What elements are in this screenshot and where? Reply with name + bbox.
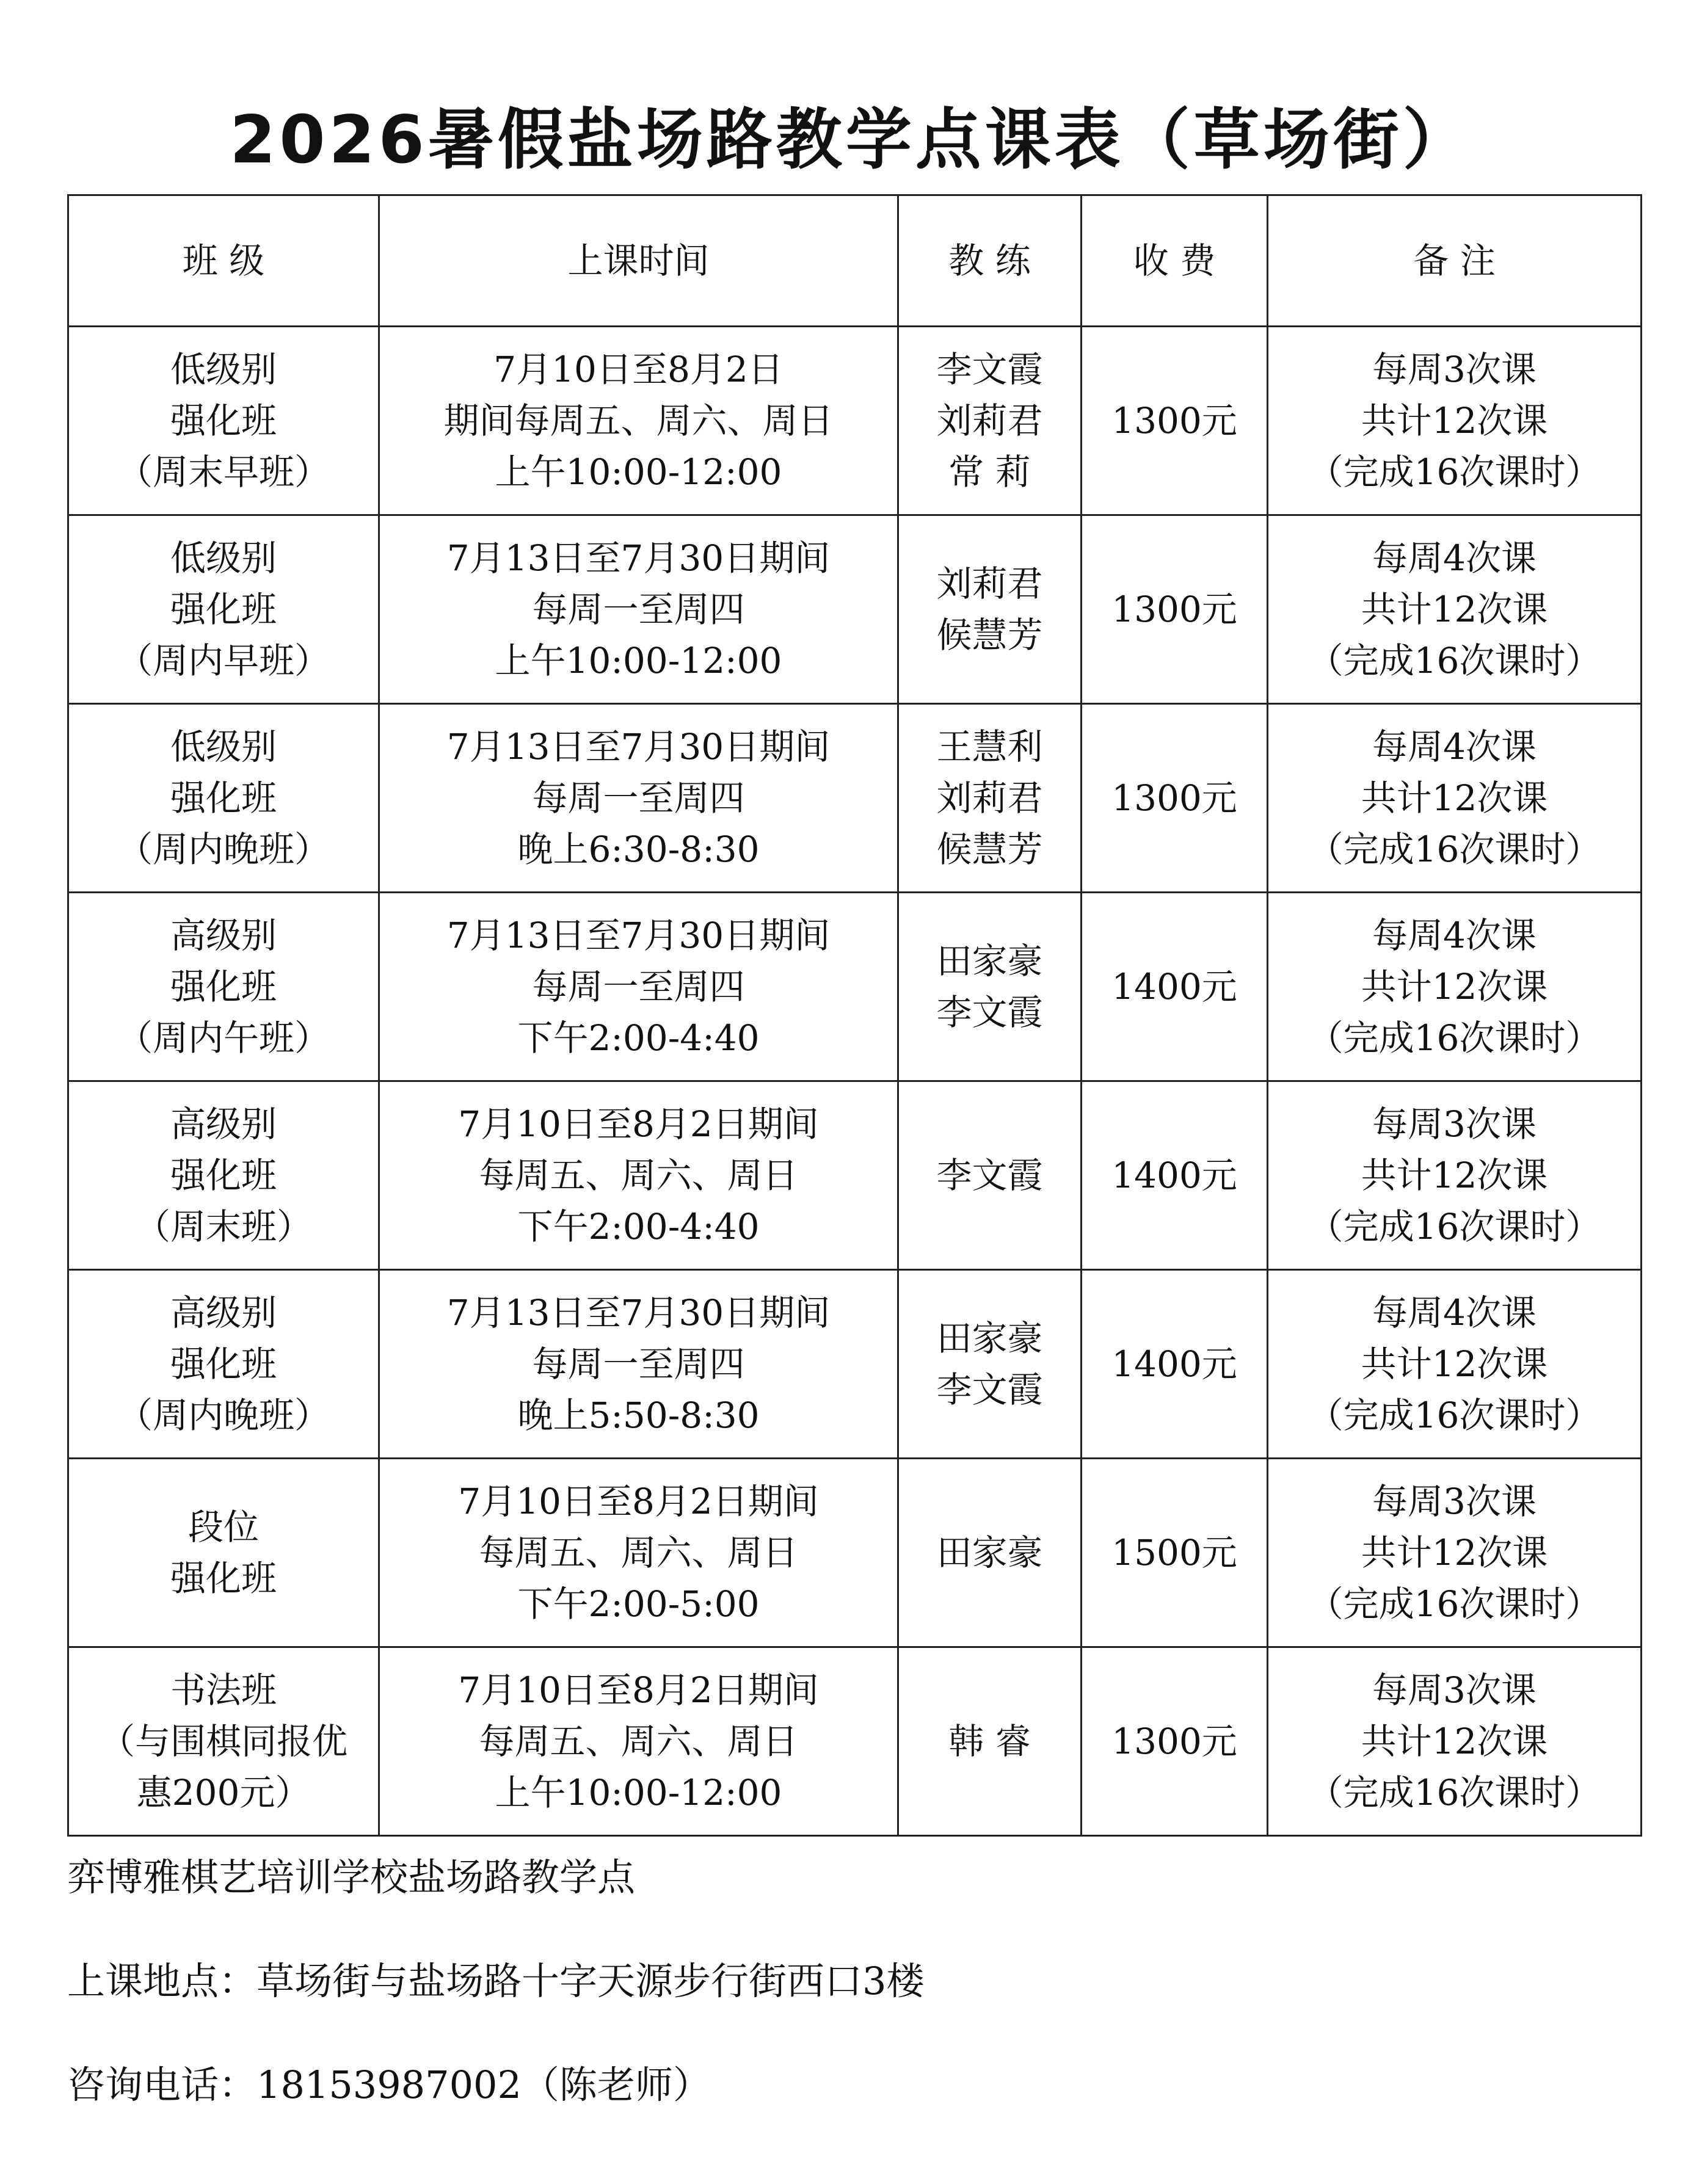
cell-note-line: 每周3次课 bbox=[1372, 1669, 1537, 1711]
cell-coach-line: 常 莉 bbox=[948, 451, 1031, 493]
cell-coach-line: 李文霞 bbox=[936, 1369, 1043, 1410]
cell-class-line: 高级别 bbox=[170, 915, 277, 956]
cell-time bbox=[379, 1081, 898, 1270]
cell-note-line: 每周4次课 bbox=[1372, 1292, 1537, 1333]
cell-note-line: 每周3次课 bbox=[1372, 1481, 1537, 1522]
cell-class-line: （周内午班） bbox=[117, 1017, 330, 1059]
cell-note-line: 每周4次课 bbox=[1372, 537, 1537, 579]
table-row bbox=[68, 704, 1642, 893]
cell-class-line: 高级别 bbox=[170, 1292, 277, 1333]
cell-note-line: （完成16次课时） bbox=[1307, 1772, 1601, 1813]
cell-note bbox=[1268, 327, 1642, 515]
cell-note-line: 每周3次课 bbox=[1372, 349, 1537, 390]
cell-note bbox=[1268, 1459, 1642, 1647]
cell-class-line: 高级别 bbox=[170, 1103, 277, 1145]
cell-time bbox=[379, 1270, 898, 1459]
table-row bbox=[68, 1647, 1642, 1836]
cell-coach-line: 李文霞 bbox=[936, 992, 1043, 1033]
table-row bbox=[68, 327, 1642, 515]
cell-note-line: （完成16次课时） bbox=[1307, 1583, 1601, 1625]
cell-time bbox=[379, 893, 898, 1081]
cell-note-line: 共计12次课 bbox=[1361, 1155, 1548, 1196]
cell-class bbox=[68, 1081, 379, 1270]
cell-coach-line: 李文霞 bbox=[936, 1155, 1043, 1196]
cell-coach bbox=[898, 1459, 1082, 1647]
cell-fee: 1300元 bbox=[1082, 327, 1268, 515]
cell-time-line: 7月10日至8月2日期间 bbox=[458, 1481, 819, 1522]
cell-class-line: 强化班 bbox=[170, 400, 277, 441]
cell-time-line: 上午10:00-12:00 bbox=[495, 640, 782, 681]
cell-note-line: 共计12次课 bbox=[1361, 400, 1548, 441]
cell-class bbox=[68, 327, 379, 515]
cell-class-line: 惠200元） bbox=[136, 1772, 311, 1813]
page-title: 2026暑假盐场路教学点课表（草场街） bbox=[230, 102, 1472, 178]
cell-class-line: 低级别 bbox=[170, 537, 277, 579]
cell-time-line: 期间每周五、周六、周日 bbox=[443, 400, 834, 441]
cell-class bbox=[68, 1270, 379, 1459]
cell-note-line: 共计12次课 bbox=[1361, 777, 1548, 819]
cell-time bbox=[379, 704, 898, 893]
cell-note-line: 共计12次课 bbox=[1361, 1721, 1548, 1762]
cell-coach-line: 王慧利 bbox=[936, 726, 1043, 767]
cell-coach bbox=[898, 1647, 1082, 1836]
cell-class-line: 强化班 bbox=[170, 1343, 277, 1385]
cell-note-line: （完成16次课时） bbox=[1307, 640, 1601, 681]
cell-time bbox=[379, 1459, 898, 1647]
cell-note bbox=[1268, 1647, 1642, 1836]
cell-class bbox=[68, 515, 379, 704]
cell-class-line: 低级别 bbox=[170, 726, 277, 767]
cell-note-line: 共计12次课 bbox=[1361, 966, 1548, 1007]
header-note: 备 注 bbox=[1268, 195, 1642, 327]
cell-note bbox=[1268, 1081, 1642, 1270]
cell-note bbox=[1268, 515, 1642, 704]
cell-note-line: （完成16次课时） bbox=[1307, 1395, 1601, 1436]
cell-fee: 1300元 bbox=[1082, 1647, 1268, 1836]
cell-note-line: 每周3次课 bbox=[1372, 1103, 1537, 1145]
cell-time-line: 晚上5:50-8:30 bbox=[517, 1395, 760, 1436]
cell-note bbox=[1268, 1270, 1642, 1459]
cell-note-line: 每周4次课 bbox=[1372, 726, 1537, 767]
cell-time-line: 7月13日至7月30日期间 bbox=[446, 1292, 831, 1333]
cell-time-line: 7月10日至8月2日期间 bbox=[458, 1669, 819, 1711]
cell-coach-line: 刘莉君 bbox=[936, 563, 1043, 604]
header-class: 班 级 bbox=[68, 195, 379, 327]
table-row bbox=[68, 515, 1642, 704]
cell-coach bbox=[898, 704, 1082, 893]
cell-time-line: 7月13日至7月30日期间 bbox=[446, 915, 831, 956]
header-coach: 教 练 bbox=[898, 195, 1082, 327]
cell-class-line: （周末班） bbox=[134, 1206, 312, 1247]
cell-coach bbox=[898, 515, 1082, 704]
cell-time-line: 每周五、周六、周日 bbox=[479, 1721, 798, 1762]
cell-fee: 1500元 bbox=[1082, 1459, 1268, 1647]
school-name: 弈博雅棋艺培训学校盐场路教学点 bbox=[67, 1855, 636, 1899]
cell-class-line: （周内晚班） bbox=[117, 829, 330, 870]
header-time: 上课时间 bbox=[379, 195, 898, 327]
cell-time bbox=[379, 515, 898, 704]
cell-class bbox=[68, 1647, 379, 1836]
table-row bbox=[68, 893, 1642, 1081]
cell-time-line: 上午10:00-12:00 bbox=[495, 1772, 782, 1813]
cell-fee: 1400元 bbox=[1082, 1270, 1268, 1459]
cell-time-line: 每周一至周四 bbox=[532, 589, 745, 630]
cell-time-line: 7月10日至8月2日期间 bbox=[458, 1103, 819, 1145]
cell-class-line: （周内晚班） bbox=[117, 1395, 330, 1436]
cell-fee: 1300元 bbox=[1082, 704, 1268, 893]
cell-coach-line: 田家豪 bbox=[936, 1318, 1043, 1359]
cell-time bbox=[379, 1647, 898, 1836]
cell-time-line: 下午2:00-4:40 bbox=[517, 1206, 760, 1247]
cell-class-line: 强化班 bbox=[170, 777, 277, 819]
header-fee: 收 费 bbox=[1082, 195, 1268, 327]
cell-time-line: 每周一至周四 bbox=[532, 777, 745, 819]
class-address: 上课地点：草场街与盐场路十字天源步行街西口3楼 bbox=[67, 1959, 925, 2003]
cell-note bbox=[1268, 893, 1642, 1081]
cell-time-line: 7月13日至7月30日期间 bbox=[446, 726, 831, 767]
cell-note-line: 每周4次课 bbox=[1372, 915, 1537, 956]
cell-class-line: 强化班 bbox=[170, 1155, 277, 1196]
cell-time-line: 7月13日至7月30日期间 bbox=[446, 537, 831, 579]
cell-coach-line: 候慧芳 bbox=[936, 614, 1043, 656]
cell-fee: 1300元 bbox=[1082, 515, 1268, 704]
cell-note-line: 共计12次课 bbox=[1361, 589, 1548, 630]
cell-class-line: （周末早班） bbox=[117, 451, 330, 493]
cell-note bbox=[1268, 704, 1642, 893]
cell-coach-line: 李文霞 bbox=[936, 349, 1043, 390]
cell-time bbox=[379, 327, 898, 515]
cell-coach-line: 韩 睿 bbox=[948, 1721, 1031, 1762]
cell-fee: 1400元 bbox=[1082, 893, 1268, 1081]
table-row bbox=[68, 1081, 1642, 1270]
cell-coach bbox=[898, 893, 1082, 1081]
cell-note-line: （完成16次课时） bbox=[1307, 829, 1601, 870]
cell-class-line: 强化班 bbox=[170, 1558, 277, 1599]
cell-class-line: 低级别 bbox=[170, 349, 277, 390]
schedule-table bbox=[67, 194, 1642, 1837]
cell-coach bbox=[898, 1081, 1082, 1270]
table-row bbox=[68, 1270, 1642, 1459]
cell-time-line: 上午10:00-12:00 bbox=[495, 451, 782, 493]
cell-time-line: 晚上6:30-8:30 bbox=[517, 829, 760, 870]
cell-coach bbox=[898, 327, 1082, 515]
cell-time-line: 每周一至周四 bbox=[532, 1343, 745, 1385]
cell-note-line: （完成16次课时） bbox=[1307, 1206, 1601, 1247]
cell-coach bbox=[898, 1270, 1082, 1459]
cell-note-line: 共计12次课 bbox=[1361, 1343, 1548, 1385]
cell-time-line: 下午2:00-4:40 bbox=[517, 1017, 760, 1059]
cell-class-line: 段位 bbox=[187, 1506, 259, 1548]
cell-note-line: （完成16次课时） bbox=[1307, 1017, 1601, 1059]
cell-note-line: （完成16次课时） bbox=[1307, 451, 1601, 493]
cell-coach-line: 田家豪 bbox=[936, 940, 1043, 982]
cell-class-line: （与围棋同报优 bbox=[99, 1721, 347, 1762]
cell-class-line: （周内早班） bbox=[117, 640, 330, 681]
cell-fee: 1400元 bbox=[1082, 1081, 1268, 1270]
cell-time-line: 每周五、周六、周日 bbox=[479, 1532, 798, 1573]
cell-class bbox=[68, 893, 379, 1081]
cell-time-line: 下午2:00-5:00 bbox=[517, 1583, 760, 1625]
cell-time-line: 每周一至周四 bbox=[532, 966, 745, 1007]
cell-class-line: 强化班 bbox=[170, 966, 277, 1007]
cell-coach-line: 刘莉君 bbox=[936, 400, 1043, 441]
cell-note-line: 共计12次课 bbox=[1361, 1532, 1548, 1573]
cell-coach-line: 田家豪 bbox=[936, 1532, 1043, 1573]
contact-phone: 咨询电话：18153987002（陈老师） bbox=[67, 2062, 711, 2107]
cell-coach-line: 候慧芳 bbox=[936, 829, 1043, 870]
table-row bbox=[68, 1459, 1642, 1647]
cell-time-line: 每周五、周六、周日 bbox=[479, 1155, 798, 1196]
table-header-row bbox=[68, 195, 1642, 327]
cell-time-line: 7月10日至8月2日 bbox=[493, 349, 784, 390]
cell-class bbox=[68, 1459, 379, 1647]
cell-class bbox=[68, 704, 379, 893]
cell-class-line: 强化班 bbox=[170, 589, 277, 630]
cell-class-line: 书法班 bbox=[170, 1669, 277, 1711]
cell-coach-line: 刘莉君 bbox=[936, 777, 1043, 819]
